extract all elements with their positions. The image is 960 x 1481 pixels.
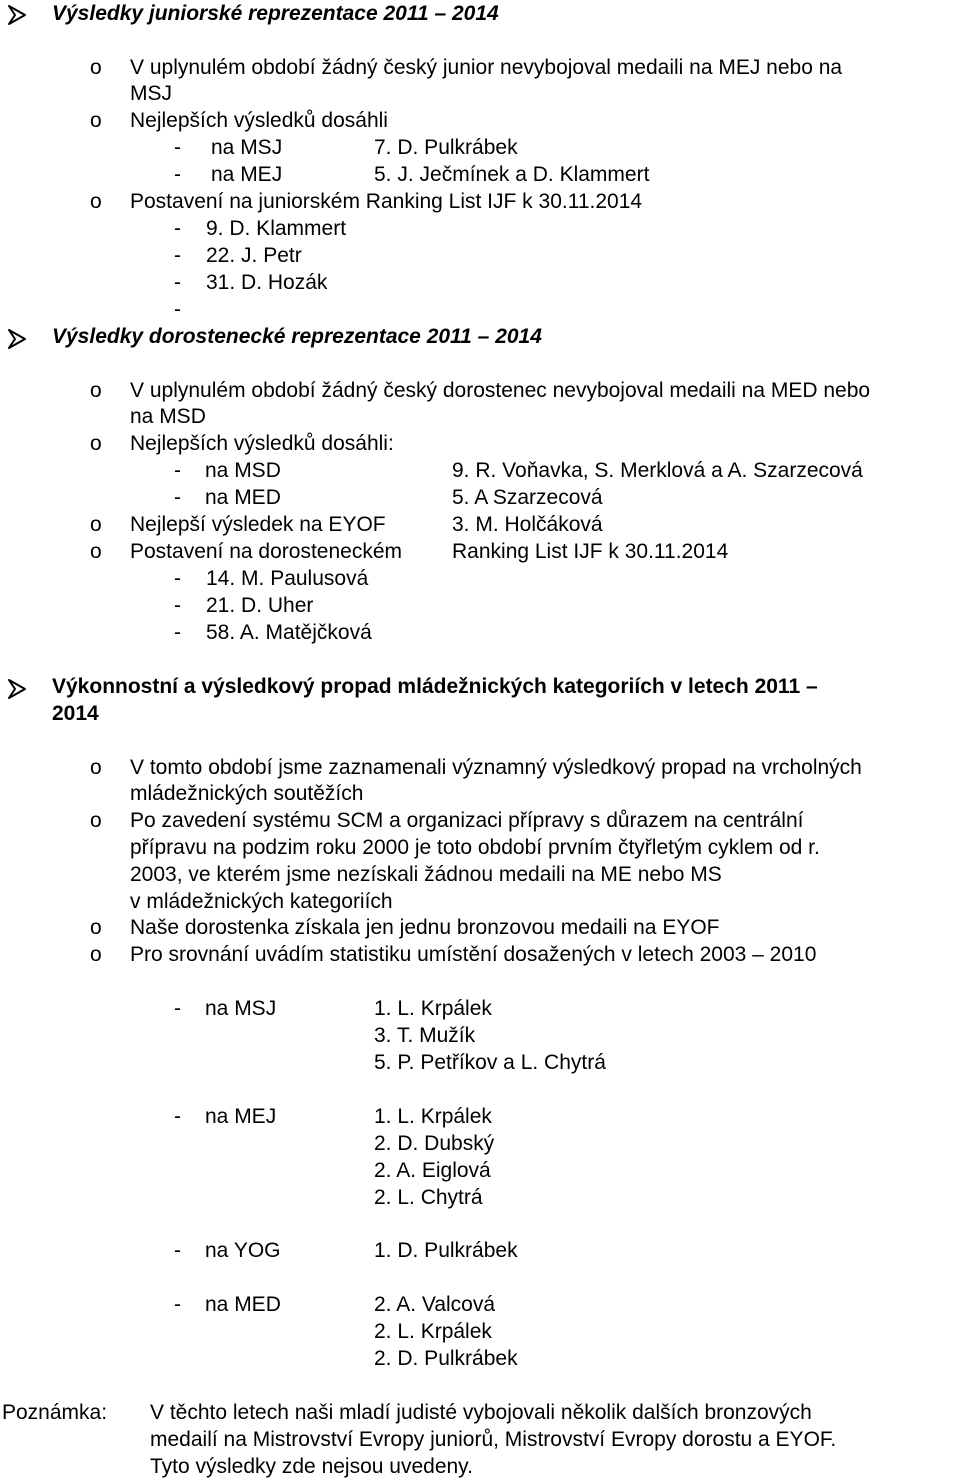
- list-item: Nejlepších výsledků dosáhli: [130, 109, 388, 132]
- dash: -: [174, 298, 181, 321]
- dash: -: [174, 486, 181, 509]
- dash: -: [174, 1105, 181, 1128]
- result-label: na MEJ: [211, 163, 283, 186]
- result-value: 9. R. Voňavka, S. Merklová a A. Szarzecová: [452, 459, 863, 482]
- section-heading-decline-cont: 2014: [52, 702, 99, 725]
- stats-label: na MEJ: [205, 1105, 277, 1128]
- arrow-bullet-icon: [6, 4, 28, 26]
- ranking-entry: 31. D. Hozák: [206, 271, 328, 294]
- note-line: V těchto letech naši mladí judisté vybojovali několik dalších bronzových: [150, 1401, 812, 1424]
- list-item: Ranking List IJF k 30.11.2014: [452, 540, 729, 563]
- paragraph-line: Naše dorostenka získala jen jednu bronzovou medaili na EYOF: [130, 916, 720, 939]
- stats-entry: 2. D. Pulkrábek: [374, 1347, 518, 1370]
- stats-label: na MSJ: [205, 997, 277, 1020]
- paragraph-line: V tomto období jsme zaznamenali významný výsledkový propad na vrcholných: [130, 756, 862, 779]
- ranking-entry: 14. M. Paulusová: [206, 567, 369, 590]
- bullet: o: [90, 540, 102, 563]
- paragraph-line: Pro srovnání uvádím statistiku umístění dosažených v letech 2003 – 2010: [130, 943, 817, 966]
- stats-label: na MED: [205, 1293, 281, 1316]
- result-label: na MSD: [205, 459, 281, 482]
- list-item: Postavení na dorosteneckém: [130, 540, 402, 563]
- dash: -: [174, 1293, 181, 1316]
- section-heading-cadet: Výsledky dorostenecké reprezentace 2011 – 2014: [52, 325, 542, 348]
- paragraph-line: MSJ: [130, 82, 172, 105]
- list-item: Postavení na juniorském Ranking List IJF k 30.11.2014: [130, 190, 643, 213]
- bullet: o: [90, 109, 102, 132]
- bullet: o: [90, 56, 102, 79]
- ranking-entry: 21. D. Uher: [206, 594, 314, 617]
- stats-label: na YOG: [205, 1239, 281, 1262]
- stats-entry: 1. L. Krpálek: [374, 1105, 492, 1128]
- stats-entry: 3. T. Mužík: [374, 1024, 476, 1047]
- ranking-entry: 22. J. Petr: [206, 244, 302, 267]
- result-value: 3. M. Holčáková: [452, 513, 603, 536]
- bullet: o: [90, 809, 102, 832]
- dash: -: [174, 217, 181, 240]
- dash: -: [174, 621, 181, 644]
- note-line: Tyto výsledky zde nejsou uvedeny.: [150, 1455, 473, 1478]
- result-value: 5. J. Ječmínek a D. Klammert: [374, 163, 650, 186]
- result-value: 7. D. Pulkrábek: [374, 136, 518, 159]
- stats-entry: 2. L. Krpálek: [374, 1320, 492, 1343]
- note-line: medailí na Mistrovství Evropy juniorů, Mistrovství Evropy dorostu a EYOF.: [150, 1428, 837, 1451]
- arrow-bullet-icon: [6, 678, 28, 700]
- ranking-entry: 9. D. Klammert: [206, 217, 347, 240]
- dash: -: [174, 1239, 181, 1262]
- bullet: o: [90, 513, 102, 536]
- dash: -: [174, 136, 181, 159]
- ranking-entry: 58. A. Matějčková: [206, 621, 372, 644]
- stats-entry: 5. P. Petříkov a L. Chytrá: [374, 1051, 606, 1074]
- stats-entry: 1. L. Krpálek: [374, 997, 492, 1020]
- paragraph-line: mládežnických soutěžích: [130, 782, 364, 805]
- list-item: Nejlepších výsledků dosáhli:: [130, 432, 394, 455]
- dash: -: [174, 163, 181, 186]
- dash: -: [174, 244, 181, 267]
- paragraph-line: Po zavedení systému SCM a organizaci přípravy s důrazem na centrální: [130, 809, 804, 832]
- dash: -: [174, 997, 181, 1020]
- result-label: na MSJ: [211, 136, 283, 159]
- paragraph-line: 2003, ve kterém jsme nezískali žádnou medaili na ME nebo MS: [130, 863, 722, 886]
- paragraph-line: V uplynulém období žádný český dorostenec nevybojoval medaili na MED nebo: [130, 379, 871, 402]
- result-label: na MED: [205, 486, 281, 509]
- bullet: o: [90, 756, 102, 779]
- bullet: o: [90, 379, 102, 402]
- stats-entry: 2. A. Eiglová: [374, 1159, 491, 1182]
- paragraph-line: V uplynulém období žádný český junior nevybojoval medaili na MEJ nebo na: [130, 56, 843, 79]
- stats-entry: 2. L. Chytrá: [374, 1186, 483, 1209]
- bullet: o: [90, 916, 102, 939]
- stats-entry: 1. D. Pulkrábek: [374, 1239, 518, 1262]
- list-item: Nejlepší výsledek na EYOF: [130, 513, 386, 536]
- stats-entry: 2. A. Valcová: [374, 1293, 496, 1316]
- section-heading-decline: Výkonnostní a výsledkový propad mládežnických kategoriích v letech 2011 –: [52, 675, 818, 698]
- note-label: Poznámka:: [2, 1401, 108, 1424]
- section-heading-junior: Výsledky juniorské reprezentace 2011 – 2014: [52, 2, 499, 25]
- paragraph-line: v mládežnických kategoriích: [130, 890, 393, 913]
- paragraph-line: na MSD: [130, 405, 206, 428]
- bullet: o: [90, 190, 102, 213]
- bullet: o: [90, 943, 102, 966]
- dash: -: [174, 271, 181, 294]
- stats-entry: 2. D. Dubský: [374, 1132, 495, 1155]
- dash: -: [174, 567, 181, 590]
- result-value: 5. A Szarzecová: [452, 486, 603, 509]
- dash: -: [174, 459, 181, 482]
- dash: -: [174, 594, 181, 617]
- paragraph-line: přípravu na podzim roku 2000 je toto období prvním čtyřletým cyklem od r.: [130, 836, 820, 859]
- bullet: o: [90, 432, 102, 455]
- arrow-bullet-icon: [6, 328, 28, 350]
